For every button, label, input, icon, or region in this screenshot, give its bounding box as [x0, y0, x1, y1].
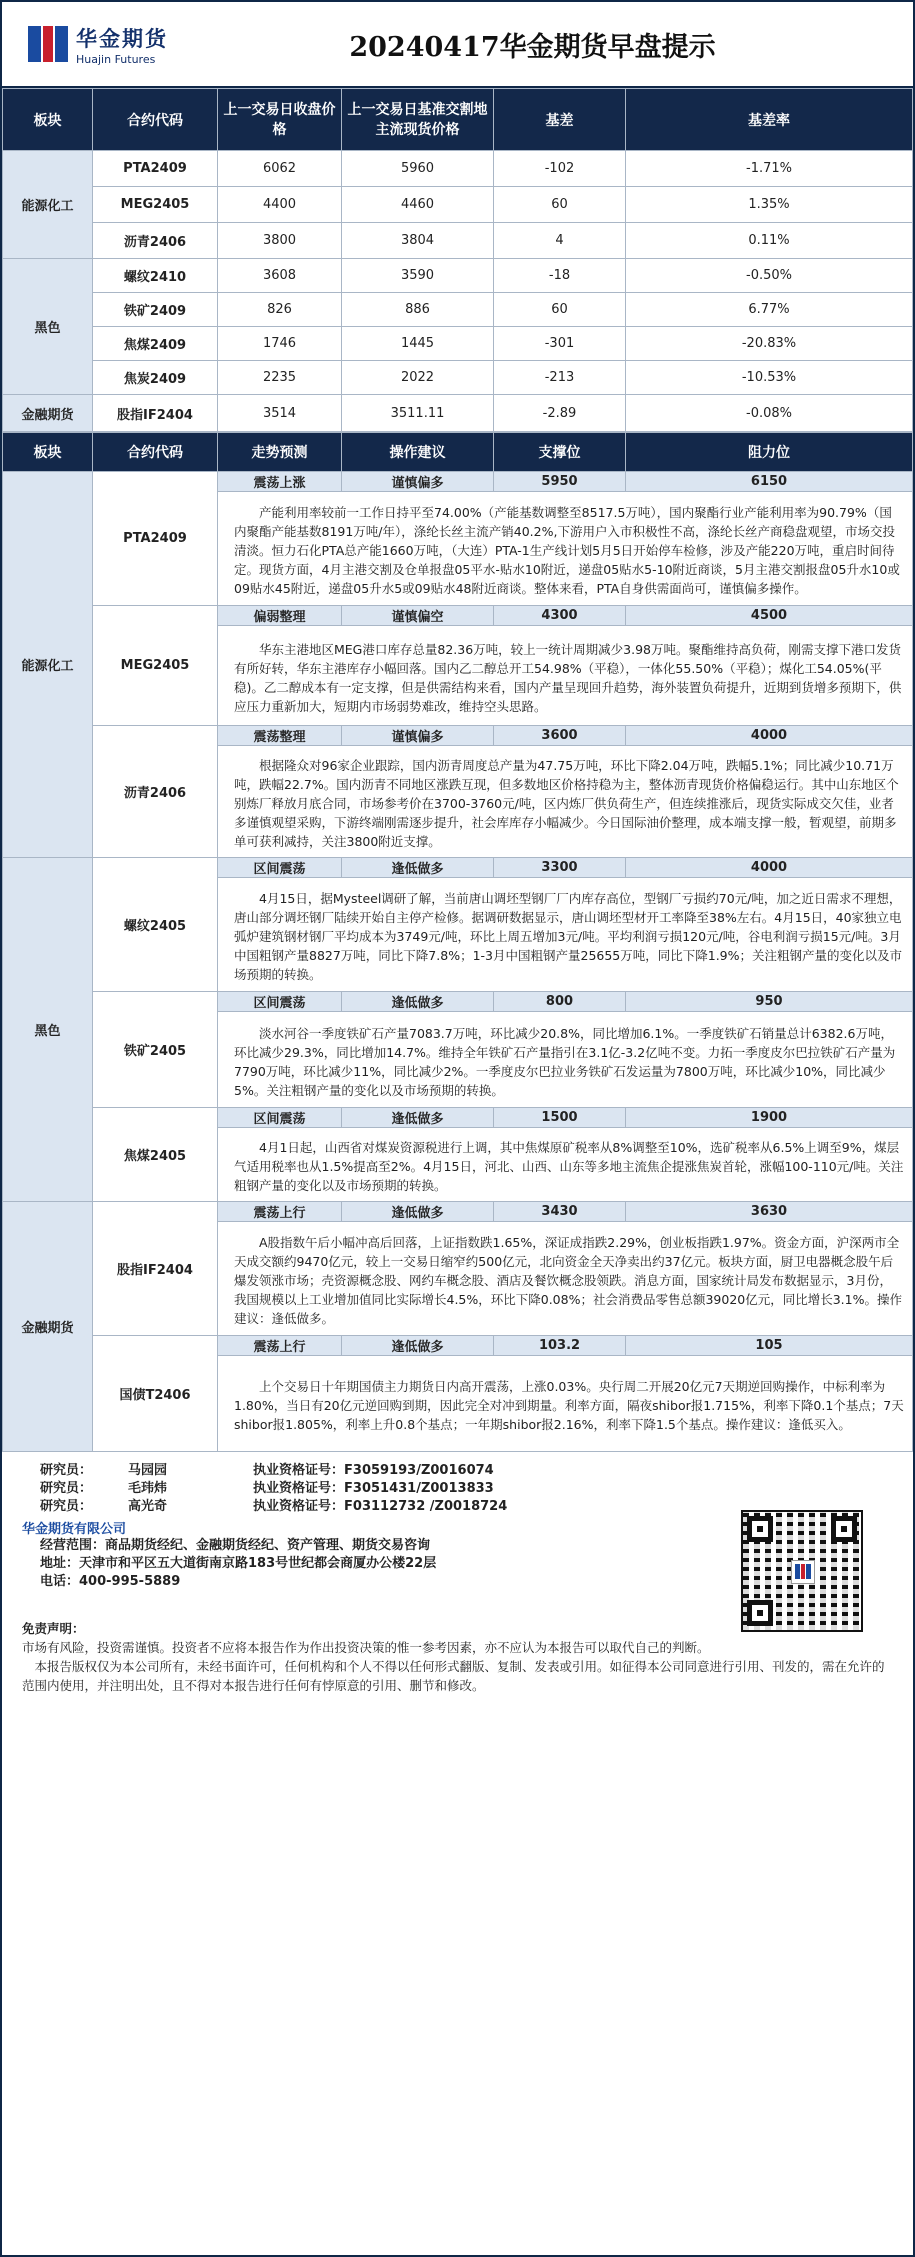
table-row	[3, 187, 913, 223]
col-code: 合约代码	[93, 433, 218, 472]
trend-cell: 震荡上涨	[218, 472, 342, 492]
researcher-cert: F03112732 /Z0018724	[344, 1499, 508, 1514]
close-cell: 3608	[218, 259, 342, 293]
analysis-text: 4月15日，据Mysteel调研了解，当前唐山调坯型钢厂厂内库存高位，型钢厂亏损约70元/吨，加之近日需求不理想，唐山部分调坯钢厂陆续开始自主停产检修。据调研数据显示，唐山调坯型材开工率降至38%左右。4月15日，40家独立电弧炉建筑钢材钢厂平均成本为3749元/吨，环比上周五增加3元/吨。平均利润亏损120元/吨，谷电利润亏损15元/吨。3月中国粗钢产量8827万吨，同比下降7.8%；1-3月中国粗钢产量25655万吨，同比下降1.9%；关注粗钢产量的变化以及市场预期的转换。	[218, 878, 913, 992]
spot-cell: 2022	[342, 361, 494, 395]
code-cell: 股指IF2404	[93, 1202, 218, 1336]
spot-cell: 3590	[342, 259, 494, 293]
advice-cell: 谨慎偏多	[342, 472, 494, 492]
col-trend: 走势预测	[218, 433, 342, 472]
trend-cell: 区间震荡	[218, 858, 342, 878]
col-rate: 基差率	[626, 89, 913, 151]
logo-name-cn: 华金期货	[76, 26, 168, 51]
trend-cell: 震荡上行	[218, 1336, 342, 1356]
code-cell: 焦煤2405	[93, 1108, 218, 1202]
strategy-subhead	[3, 726, 913, 746]
company-address: 地址：天津市和平区五大道街南京路183号世纪都会商厦办公楼22层	[40, 1556, 437, 1571]
business-scope: 经营范围：商品期货经纪、金融期货经纪、资产管理、期货交易咨询	[40, 1538, 431, 1553]
resistance-cell: 3630	[626, 1202, 913, 1222]
analysis-text: 4月1日起，山西省对煤炭资源税进行上调，其中焦煤原矿税率从8%调整至10%，选矿税率从6.5%上调至9%，煤层气适用税率也从1.5%提高至2%。4月15日，河北、山西、山东等多地主流焦企提涨焦炭首轮，涨幅100-110元/吨。关注粗钢产量的变化以及市场预期的转换。	[218, 1128, 913, 1202]
resistance-cell: 4000	[626, 726, 913, 746]
basis-cell: -2.89	[494, 395, 626, 432]
code-cell: 螺纹2410	[93, 259, 218, 293]
report-footer	[2, 1452, 913, 1591]
analysis-text: 根据隆众对96家企业跟踪，国内沥青周度总产量为47.75万吨，环比下降2.04万吨，跌幅5.1%；同比减少10.71万吨，跌幅22.7%。国内沥青不同地区涨跌互现，但多数地区价格持稳为主，整体沥青现货价格偏稳运行。其中山东地区个别炼厂释放月底合同，市场参考价在3700-3760元/吨，区内炼厂供负荷生产，但连续推涨后，现货实际成交欠佳，业者多谨慎观望采购，下游终端刚需逐步提升，社会库库存小幅减少。今日国际油价整理，成本端支撑一般，暂观望，前期多单可获利减持，关注3800附近支撑。	[218, 746, 913, 858]
qr-code-icon	[741, 1510, 863, 1632]
code-cell: 螺纹2405	[93, 858, 218, 992]
logo-name-en: Huajin Futures	[76, 52, 156, 66]
support-cell: 3430	[494, 1202, 626, 1222]
support-cell: 3300	[494, 858, 626, 878]
table-row	[3, 395, 913, 432]
strategy-table-header	[3, 433, 913, 472]
advice-cell: 谨慎偏空	[342, 606, 494, 626]
rate-cell: -20.83%	[626, 327, 913, 361]
table-row	[3, 361, 913, 395]
support-cell: 1500	[494, 1108, 626, 1128]
basis-cell: 60	[494, 187, 626, 223]
rate-cell: 0.11%	[626, 223, 913, 259]
sector-cell: 能源化工	[3, 151, 93, 259]
basis-cell: -213	[494, 361, 626, 395]
strategy-table	[2, 432, 913, 1452]
sector-cell: 金融期货	[3, 395, 93, 432]
company-logo	[2, 23, 192, 66]
code-cell: 焦炭2409	[93, 361, 218, 395]
researcher-cert: F3059193/Z0016074	[344, 1463, 494, 1478]
code-cell: 沥青2406	[93, 726, 218, 858]
table-row	[3, 151, 913, 187]
strategy-subhead	[3, 472, 913, 492]
support-cell: 4300	[494, 606, 626, 626]
resistance-cell: 6150	[626, 472, 913, 492]
basis-cell: 4	[494, 223, 626, 259]
strategy-subhead	[3, 1108, 913, 1128]
resistance-cell: 1900	[626, 1108, 913, 1128]
researcher-row: 研究员： 毛玮炜 执业资格证号：F3051431/Z0013833	[40, 1481, 494, 1496]
support-cell: 5950	[494, 472, 626, 492]
strategy-subhead	[3, 606, 913, 626]
close-cell: 4400	[218, 187, 342, 223]
strategy-subhead	[3, 1202, 913, 1222]
strategy-subhead	[3, 858, 913, 878]
disclaimer-text: 本报告版权仅为本公司所有，未经书面许可，任何机构和个人不得以任何形式翻版、复制、发表或引用。如征得本公司同意进行引用、刊发的，需在允许的范围内使用，并注明出处，且不得对本报告进行任何有悖原意的引用、删节和修改。	[22, 1659, 885, 1693]
code-cell: 铁矿2405	[93, 992, 218, 1108]
rate-cell: -1.71%	[626, 151, 913, 187]
disclaimer-title: 免责声明：	[22, 1621, 85, 1636]
sector-cell: 金融期货	[3, 1202, 93, 1452]
trend-cell: 震荡上行	[218, 1202, 342, 1222]
advice-cell: 逢低做多	[342, 1202, 494, 1222]
close-cell: 6062	[218, 151, 342, 187]
close-cell: 3800	[218, 223, 342, 259]
basis-cell: -102	[494, 151, 626, 187]
code-cell: PTA2409	[93, 472, 218, 606]
qr-logo-icon	[791, 1560, 815, 1584]
code-cell: 国债T2406	[93, 1336, 218, 1452]
close-cell: 1746	[218, 327, 342, 361]
spot-cell: 1445	[342, 327, 494, 361]
advice-cell: 逢低做多	[342, 858, 494, 878]
sector-cell: 黑色	[3, 858, 93, 1202]
rate-cell: -10.53%	[626, 361, 913, 395]
strategy-subhead	[3, 992, 913, 1012]
code-cell: MEG2405	[93, 606, 218, 726]
analysis-text: 上个交易日十年期国债主力期货日内高开震荡，上涨0.03%。央行周二开展20亿元7天期逆回购操作，中标利率为1.80%，当日有20亿元逆回购到期，因此完全对冲到期量。利率方面，隔夜shibor报1.715%，利率下降0.1个基点；7天shibor报1.805%，利率上升0.8个基点；一年期shibor报2.16%，利率下降1.5个基点。操作建议：逢低买入。	[218, 1356, 913, 1452]
trend-cell: 区间震荡	[218, 1108, 342, 1128]
rate-cell: -0.50%	[626, 259, 913, 293]
basis-cell: 60	[494, 293, 626, 327]
rate-cell: 1.35%	[626, 187, 913, 223]
disclaimer-text: 市场有风险，投资需谨慎。投资者不应将本报告作为作出投资决策的惟一参考因素，亦不应认为本报告可以取代自己的判断。	[22, 1640, 710, 1655]
analysis-text: 华东主港地区MEG港口库存总量82.36万吨，较上一统计周期减少3.98万吨。聚酯维持高负荷，刚需支撑下港口发货有所好转，华东主港库存小幅回落。国内乙二醇总开工54.98%（平稳），一体化55.50%（平稳）；煤化工54.05%(平稳)。乙二醇成本有一定支撑，但是供需结构来看，国内产量呈现回升趋势，海外装置负荷提升，近期到货增多预期下，供应压力重新加大，短期内市场弱势难改，维持空头思路。	[218, 626, 913, 726]
resistance-cell: 4500	[626, 606, 913, 626]
rate-cell: 6.77%	[626, 293, 913, 327]
table-row	[3, 259, 913, 293]
close-cell: 2235	[218, 361, 342, 395]
advice-cell: 逢低做多	[342, 992, 494, 1012]
col-resistance: 阻力位	[626, 433, 913, 472]
table-row	[3, 223, 913, 259]
trend-cell: 区间震荡	[218, 992, 342, 1012]
col-close: 上一交易日收盘价格	[218, 89, 342, 151]
analysis-text: 淡水河谷一季度铁矿石产量7083.7万吨，环比减少20.8%，同比增加6.1%。一季度铁矿石销量总计6382.6万吨，环比减少29.3%，同比增加14.7%。维持全年铁矿石产量指引在3.1亿-3.2亿吨不变。力拓一季度皮尔巴拉铁矿石产量为7790万吨，环比减少11%，同比减少2%。一季度皮尔巴拉业务铁矿石发运量为7800万吨，环比减少10%，同比减少5%。关注粗钢产量的变化以及市场预期的转换。	[218, 1012, 913, 1108]
basis-table	[2, 88, 913, 432]
support-cell: 103.2	[494, 1336, 626, 1356]
close-cell: 3514	[218, 395, 342, 432]
code-cell: MEG2405	[93, 187, 218, 223]
code-cell: 股指IF2404	[93, 395, 218, 432]
resistance-cell: 4000	[626, 858, 913, 878]
basis-cell: -18	[494, 259, 626, 293]
report-header	[2, 2, 913, 88]
advice-cell: 逢低做多	[342, 1108, 494, 1128]
advice-cell: 谨慎偏多	[342, 726, 494, 746]
trend-cell: 偏弱整理	[218, 606, 342, 626]
company-phone: 电话：400-995-5889	[40, 1574, 181, 1589]
support-cell: 3600	[494, 726, 626, 746]
code-cell: PTA2409	[93, 151, 218, 187]
analysis-text: 产能利用率较前一工作日持平至74.00%（产能基数调整至8517.5万吨），国内聚酯行业产能利用率为90.79%（国内聚酯产能基数8191万吨/年），涤纶长丝主流产销40.2%,下游用户入市积极性不高，涤纶长丝产商稳盘观望，市场交投清淡。恒力石化PTA总产能1660万吨，（大连）PTA-1生产线计划5月5日开始停车检修，涉及产能220万吨，重启时间待定。现货方面，4月主港交割及仓单报盘05平水-贴水10附近，递盘05贴水5-10附近商谈，5月主港交割报盘05升水10或09贴水45附近，递盘05升水5或09贴水48附近商谈。整体来看，PTA自身供需面尚可，谨慎偏多操作。	[218, 492, 913, 606]
col-sector: 板块	[3, 433, 93, 472]
sector-cell: 能源化工	[3, 472, 93, 858]
researcher-row: 研究员： 高光奇 执业资格证号：F03112732 /Z0018724	[40, 1499, 508, 1514]
analysis-text: A股指数午后小幅冲高后回落，上证指数跌1.65%，深证成指跌2.29%，创业板指跌1.97%。资金方面，沪深两市全天成交额约9470亿元，较上一交易日缩窄约500亿元，北向资金全天净卖出约37亿元。板块方面，厨卫电器概念股午后爆发领涨市场；壳资源概念股、网约车概念股、酒店及餐饮概念股领跌。消息方面，国家统计局发布数据显示，3月份，我国规模以上工业增加值同比实际增长4.5%，环比下降0.08%；社会消费品零售总额39020亿元，同比增长3.1%。操作建议：逢低做多。	[218, 1222, 913, 1336]
col-advice: 操作建议	[342, 433, 494, 472]
col-code: 合约代码	[93, 89, 218, 151]
col-support: 支撑位	[494, 433, 626, 472]
table-row	[3, 293, 913, 327]
rate-cell: -0.08%	[626, 395, 913, 432]
col-spot: 上一交易日基准交割地主流现货价格	[342, 89, 494, 151]
col-basis: 基差	[494, 89, 626, 151]
col-sector: 板块	[3, 89, 93, 151]
basis-cell: -301	[494, 327, 626, 361]
code-cell: 铁矿2409	[93, 293, 218, 327]
code-cell: 焦煤2409	[93, 327, 218, 361]
trend-cell: 震荡整理	[218, 726, 342, 746]
support-cell: 800	[494, 992, 626, 1012]
close-cell: 826	[218, 293, 342, 327]
spot-cell: 886	[342, 293, 494, 327]
strategy-subhead	[3, 1336, 913, 1356]
sector-cell: 黑色	[3, 259, 93, 395]
researcher-cert: F3051431/Z0013833	[344, 1481, 494, 1496]
resistance-cell: 105	[626, 1336, 913, 1356]
basis-table-header	[3, 89, 913, 151]
table-row	[3, 327, 913, 361]
researcher-name: 高光奇	[128, 1499, 168, 1514]
company-name: 华金期货有限公司	[22, 1522, 127, 1537]
researcher-name: 毛玮炜	[128, 1481, 168, 1496]
code-cell: 沥青2406	[93, 223, 218, 259]
spot-cell: 5960	[342, 151, 494, 187]
advice-cell: 逢低做多	[342, 1336, 494, 1356]
logo-mark-icon	[28, 24, 68, 64]
report-title: 20240417华金期货早盘提示	[349, 31, 716, 63]
researcher-name: 马园园	[128, 1463, 168, 1478]
spot-cell: 3511.11	[342, 395, 494, 432]
researcher-row: 研究员： 马园园 执业资格证号：F3059193/Z0016074	[40, 1463, 494, 1478]
resistance-cell: 950	[626, 992, 913, 1012]
spot-cell: 3804	[342, 223, 494, 259]
spot-cell: 4460	[342, 187, 494, 223]
